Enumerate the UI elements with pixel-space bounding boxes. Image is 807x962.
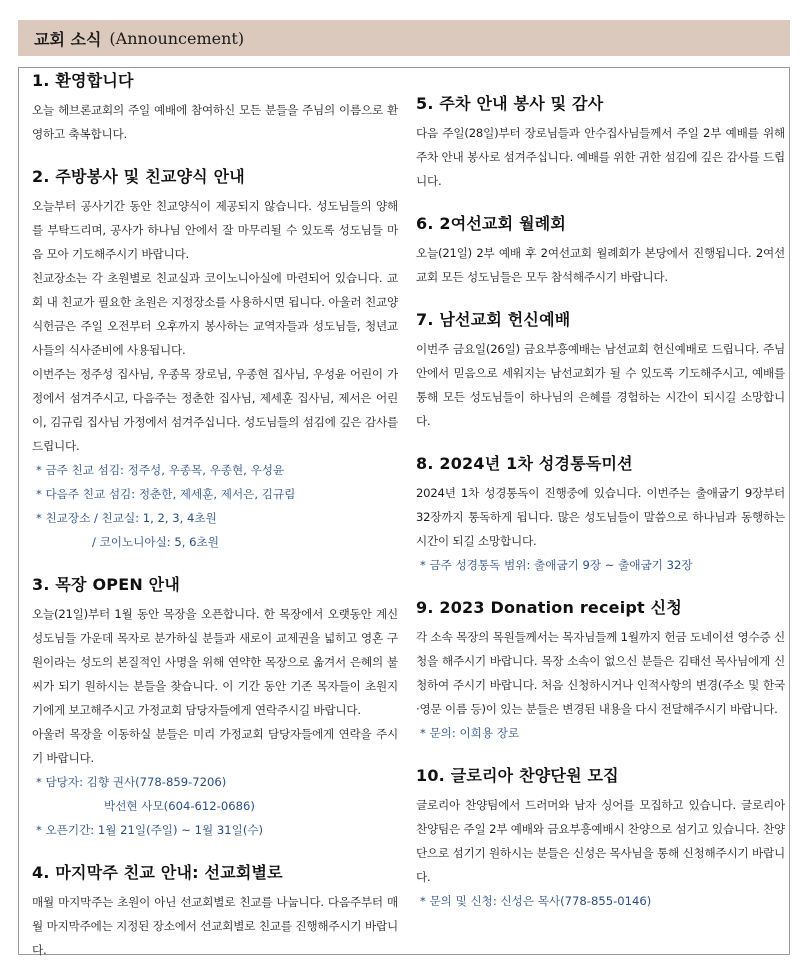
section-title: 2. 주방봉사 및 친교양식 안내 — [32, 167, 245, 186]
section-gloria-praise-team — [416, 765, 785, 913]
section-title: 9. 2023 Donation receipt 신청 — [416, 598, 682, 617]
header-title-en: (Announcement) — [109, 28, 245, 48]
section-paragraph: 이번주 금요일(26일) 금요부흥예배는 남선교회 헌신예배로 드립니다. 주님 안에서 믿음으로 세워지는 남선교회가 될 수 있도록 기도해주시고, 예배를 통해 모든 성도님들이 하나님의 은혜를 경험하는 시간이 되시길 소망합니다. — [416, 342, 785, 428]
section-women-mission-meeting — [416, 213, 785, 289]
section-title: 3. 목장 OPEN 안내 — [32, 575, 180, 594]
section-donation-receipt — [416, 597, 785, 745]
section-paragraph: 각 소속 목장의 목원들께서는 목자님들께 1월까지 헌금 도네이션 영수증 신청을 해주시기 바랍니다. 목장 소속이 없으신 분들은 김태선 목사님에게 신청하여 주시기 바랍니다. 처음 신청하시거나 인적사항의 변경(주소 및 한국·영문 이름 등)이 있는 분들은 변경된 내용을 다시 전달해주시기 바랍니다. — [416, 630, 785, 716]
section-title: 6. 2여선교회 월례회 — [416, 214, 567, 233]
announcement-header — [18, 20, 790, 56]
section-title: 1. 환영합니다 — [32, 71, 134, 90]
note-line: * 금주 친교 섬김: 정주성, 우종목, 우종현, 우성윤 — [36, 463, 285, 477]
section-paragraph: 오늘부터 공사기간 동안 친교양식이 제공되지 않습니다. 성도님들의 양해를 부탁드리며, 공사가 하나님 안에서 잘 마무리될 수 있도록 성도님들 마음 모아 기도해주시기 바랍니다. — [32, 199, 398, 261]
section-title: 7. 남선교회 헌신예배 — [416, 310, 571, 329]
note-line: 박선현 사모(604-612-0686) — [104, 799, 255, 813]
section-paragraph: 친교장소는 각 초원별로 친교실과 코이노니아실에 마련되어 있습니다. 교회 내 친교가 필요한 초원은 지정장소를 사용하시면 됩니다. 아울러 친교양식헌금은 주일 오전부터 오후까지 봉사하는 교역자들과 성도님들, 청년교사들의 식사준비에 사용됩니다. — [32, 271, 398, 357]
section-paragraph: 이번주는 정주성 집사님, 우종목 장로님, 우종현 집사님, 우성윤 어린이 가정에서 섬겨주시고, 다음주는 정춘한 집사님, 제세훈 집사님, 제서은 어린이, 김규림 집사님 가정에서 섬겨주십니다. 성도님들의 섬김에 깊은 감사를 드립니다. — [32, 367, 398, 453]
section-title: 4. 마지막주 친교 안내: 선교회별로 — [32, 863, 283, 882]
note-line: / 코이노니아실: 5, 6초원 — [92, 535, 219, 549]
note-line: * 오픈기간: 1월 21일(주일) ~ 1월 31일(수) — [36, 823, 264, 837]
section-paragraph: 다음 주일(28일)부터 장로님들과 안수집사님들께서 주일 2부 예배를 위해 주차 안내 봉사로 섬겨주십니다. 예배를 위한 귀한 섬김에 깊은 감사를 드립니다. — [416, 126, 785, 188]
section-paragraph: 오늘(21일) 2부 예배 후 2여선교회 월례회가 본당에서 진행됩니다. 2여선교회 모든 성도님들은 모두 참석해주시기 바랍니다. — [416, 246, 785, 284]
section-paragraph: 아울러 목장을 이동하실 분들은 미리 가정교회 담당자들에게 연락을 주시기 바랍니다. — [32, 727, 398, 765]
section-bible-reading-mission — [416, 453, 785, 577]
section-title: 10. 글로리아 찬양단원 모집 — [416, 766, 619, 785]
section-paragraph: 매월 마지막주는 초원이 아닌 선교회별로 친교를 나눕니다. 다음주부터 매월 마지막주에는 지정된 장소에서 선교회별로 친교를 진행해주시기 바랍니다. — [32, 895, 398, 957]
section-parking-service — [416, 93, 785, 193]
header-title-ko: 교회 소식 — [34, 29, 102, 49]
section-men-mission-worship — [416, 309, 785, 433]
note-line: * 문의: 이희용 장로 — [420, 726, 520, 740]
note-line: * 친교장소 / 친교실: 1, 2, 3, 4초원 — [36, 511, 217, 525]
note-line: * 문의 및 신청: 신성은 목사(778-855-0146) — [420, 894, 652, 908]
note-line: * 금주 성경통독 범위: 출애굽기 9장 ~ 출애굽기 32장 — [420, 558, 693, 572]
section-paragraph: 오늘 헤브론교회의 주일 예배에 참여하신 모든 분들을 주님의 이름으로 환영하고 축복합니다. — [32, 103, 398, 141]
section-welcome — [32, 70, 398, 146]
note-line: * 담당자: 김향 권사(778-859-7206) — [36, 775, 227, 789]
section-mokjang-open — [32, 574, 398, 842]
section-title: 5. 주차 안내 봉사 및 감사 — [416, 94, 604, 113]
left-column — [32, 70, 398, 962]
note-line: * 다음주 친교 섬김: 정춘한, 제세훈, 제서은, 김규림 — [36, 487, 296, 501]
section-kitchen-service — [32, 166, 398, 554]
section-last-week-fellowship — [32, 862, 398, 962]
section-title: 8. 2024년 1차 성경통독미션 — [416, 454, 633, 473]
section-paragraph: 글로리아 찬양팀에서 드러머와 남자 싱어를 모집하고 있습니다. 글로리아 찬양팀은 주일 2부 예배와 금요부흥예배시 찬양으로 섬기고 있습니다. 찬양단으로 섬기기 원하시는 분들은 신성은 목사님을 통해 신청해주시기 바랍니다. — [416, 798, 785, 884]
right-column — [416, 93, 785, 913]
section-paragraph: 오늘(21일)부터 1월 동안 목장을 오픈합니다. 한 목장에서 오랫동안 계신 성도님들 가운데 목자로 분가하실 분들과 새로이 교제권을 넓히고 영혼 구원이라는 성도의 본질적인 사명을 위해 연약한 목장으로 옮겨서 은혜의 불씨가 되기 원하시는 분들을 찾습니다. 이 기간 동안 기존 목자들이 초원지기에게 보고해주시고 가정교회 담당자들에게 연락주시길 바랍니다. — [32, 607, 398, 717]
section-paragraph: 2024년 1차 성경통독이 진행중에 있습니다. 이번주는 출애굽기 9장부터 32장까지 통독하게 됩니다. 많은 성도님들이 말씀으로 하나님과 동행하는 시간이 되길 소망합니다. — [416, 486, 785, 548]
